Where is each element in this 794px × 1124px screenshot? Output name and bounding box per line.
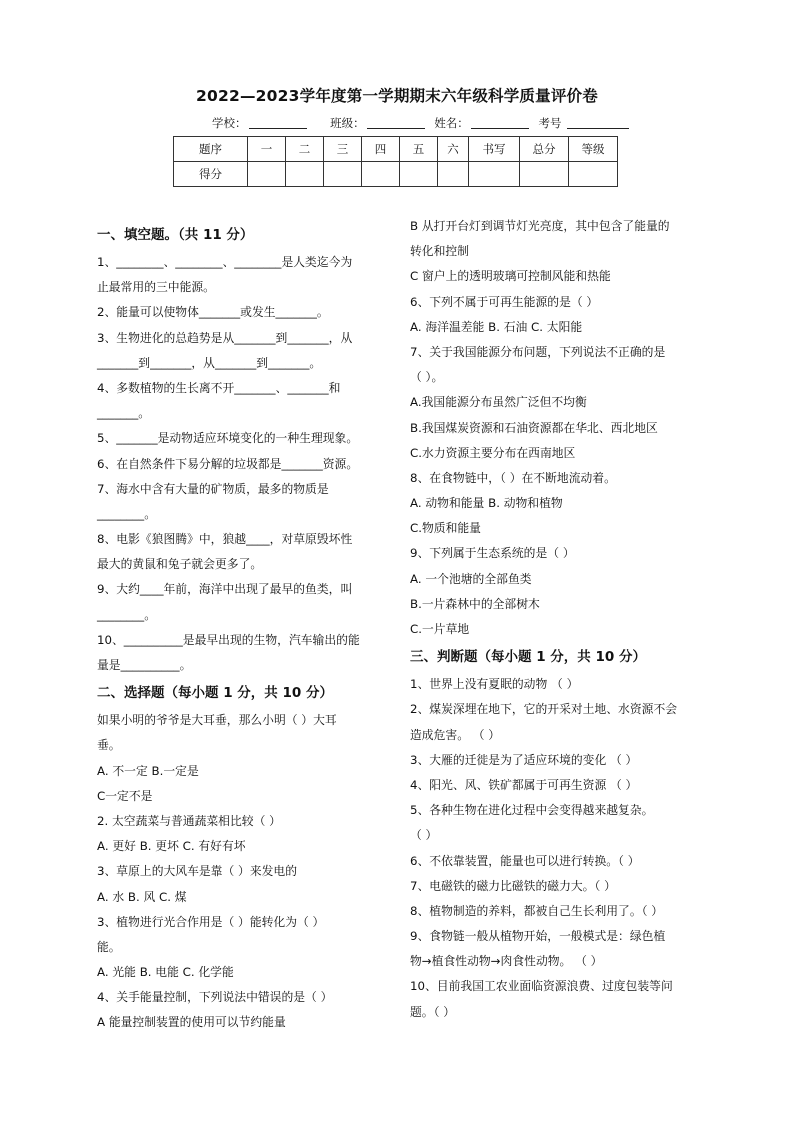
- left-column: [97, 220, 387, 1036]
- school-blank[interactable]: [249, 116, 307, 129]
- score-header-cell: 三: [324, 137, 362, 162]
- score-header-cell: 等级: [569, 137, 618, 162]
- question-line: 8、电影《狼图腾》中，狼越____，对草原毁坏性: [97, 532, 353, 547]
- score-table-header-row: [174, 137, 618, 162]
- question-line: 4、多数植物的生长离不开_______、_______和: [97, 380, 341, 395]
- question-line: A. 动物和能量 B. 动物和植物: [410, 496, 563, 511]
- score-cell[interactable]: [469, 162, 520, 187]
- question-line: A. 一个池塘的全部鱼类: [410, 571, 532, 586]
- question-line: 2、煤炭深埋在地下，它的开采对土地、水资源不会: [410, 702, 678, 717]
- question-line: C.水力资源主要分布在西南地区: [410, 445, 576, 460]
- question-line: 9、下列属于生态系统的是（ ）: [410, 546, 575, 561]
- exam-no-blank[interactable]: [567, 116, 629, 129]
- question-line: 5、各种生物在进化过程中会变得越来越复杂。: [410, 803, 654, 818]
- question-line: A.我国能源分布虽然广泛但不均衡: [410, 395, 587, 410]
- question-line: 3、草原上的大风车是靠（ ）来发电的: [97, 864, 298, 879]
- score-cell[interactable]: [286, 162, 324, 187]
- question-line: 1、世界上没有夏眠的动物 （ ）: [410, 677, 579, 692]
- question-line: C.物质和能量: [410, 521, 481, 536]
- question-line: 物→植食性动物→肉食性动物。 （ ）: [410, 954, 603, 969]
- question-line: 6、不依靠装置，能量也可以进行转换。（ ）: [410, 853, 640, 868]
- section-heading: 一、填空题。（共 11 分）: [97, 227, 254, 243]
- section-heading: 二、选择题（每小题 1 分，共 10 分）: [97, 685, 333, 702]
- question-line: 2、能量可以使物体_______或发生_______。: [97, 305, 329, 320]
- question-line: 造成危害。 （ ）: [410, 727, 501, 742]
- question-line: A. 不一定 B.一定是: [97, 763, 199, 778]
- right-column: [410, 214, 706, 1025]
- score-row-label: 得分: [174, 162, 248, 187]
- question-line: 3、植物进行光合作用是（ ）能转化为（ ）: [97, 914, 325, 929]
- score-cell[interactable]: [520, 162, 569, 187]
- score-cell[interactable]: [324, 162, 362, 187]
- question-line: A. 海洋温差能 B. 石油 C. 太阳能: [410, 319, 583, 334]
- score-cell[interactable]: [248, 162, 286, 187]
- score-header-cell: 总分: [520, 137, 569, 162]
- question-line: 止最常用的三中能源。: [97, 280, 215, 295]
- question-line: 7、海水中含有大量的矿物质，最多的物质是: [97, 481, 329, 496]
- class-label: 班级：: [330, 116, 365, 130]
- score-header-cell: 书写: [469, 137, 520, 162]
- question-line: 7、关于我国能源分布问题，下列说法不正确的是: [410, 344, 666, 359]
- score-cell[interactable]: [400, 162, 438, 187]
- question-line: A. 水 B. 风 C. 煤: [97, 889, 187, 904]
- section-heading: 三、判断题（每小题 1 分，共 10 分）: [410, 649, 646, 666]
- student-info-row: [212, 115, 672, 131]
- question-line: C.一片草地: [410, 622, 470, 636]
- question-line: 如果小明的爷爷是大耳垂，那么小明（ ）大耳: [97, 713, 337, 728]
- question-line: B 从打开台灯到调节灯光亮度，其中包含了能量的: [410, 219, 670, 233]
- question-line: 10、__________是最早出现的生物，汽车输出的能: [97, 632, 360, 647]
- question-line: （ ）: [410, 828, 438, 843]
- question-line: 4、阳光、风、铁矿都属于可再生资源 （ ）: [410, 777, 638, 792]
- name-label: 姓名：: [434, 116, 469, 130]
- school-label: 学校：: [212, 116, 247, 130]
- question-line: 6、下列不属于可再生能源的是（ ）: [410, 294, 599, 309]
- score-header-cell: 题序: [174, 137, 248, 162]
- question-line: ________。: [97, 506, 156, 521]
- question-line: 2. 太空蔬菜与普通蔬菜相比较（ ）: [97, 813, 281, 828]
- question-line: 1、________、________、________是人类迄今为: [97, 255, 353, 269]
- question-line: ________。: [97, 607, 156, 622]
- score-cell[interactable]: [438, 162, 469, 187]
- score-header-cell: 六: [438, 137, 469, 162]
- exam-no-label: 考号: [538, 116, 562, 130]
- question-line: 量是__________。: [97, 658, 192, 672]
- score-header-cell: 二: [286, 137, 324, 162]
- question-line: 3、生物进化的总趋势是从_______到_______，从: [97, 330, 353, 345]
- question-line: B.一片森林中的全部树木: [410, 596, 540, 611]
- question-line: 10、目前我国工农业面临资源浪费、过度包装等问: [410, 979, 673, 994]
- class-blank[interactable]: [367, 116, 425, 129]
- score-header-cell: 五: [400, 137, 438, 162]
- question-line: 4、关手能量控制，下列说法中错误的是（ ）: [97, 990, 333, 1005]
- question-line: B.我国煤炭资源和石油资源都在华北、西北地区: [410, 420, 658, 435]
- question-line: A 能量控制装置的使用可以节约能量: [97, 1015, 286, 1030]
- question-line: 8、在食物链中，（ ）在不断地流动着。: [410, 470, 616, 485]
- question-line: C一定不是: [97, 788, 153, 803]
- question-line: _______到_______，从_______到_______。: [97, 355, 322, 370]
- question-line: A. 更好 B. 更坏 C. 有好有坏: [97, 839, 246, 854]
- score-cell[interactable]: [569, 162, 618, 187]
- question-line: C 窗户上的透明玻璃可控制风能和热能: [410, 269, 611, 284]
- question-line: 6、在自然条件下易分解的垃圾都是_______资源。: [97, 456, 359, 471]
- score-header-cell: 四: [362, 137, 400, 162]
- question-line: _______。: [97, 406, 151, 421]
- question-line: （ ）。: [410, 370, 444, 385]
- question-line: A. 光能 B. 电能 C. 化学能: [97, 965, 234, 980]
- question-line: 最大的黄鼠和兔子就会更多了。: [97, 557, 263, 572]
- score-header-cell: 一: [248, 137, 286, 162]
- score-cell[interactable]: [362, 162, 400, 187]
- question-line: 垂。: [97, 738, 121, 753]
- question-line: 3、大雁的迁徙是为了适应环境的变化 （ ）: [410, 752, 638, 767]
- question-line: 转化和控制: [410, 244, 469, 259]
- name-blank[interactable]: [471, 116, 529, 129]
- question-line: 9、食物链一般从植物开始，一般模式是：绿色植: [410, 929, 666, 944]
- question-line: 8、植物制造的养料，都被自己生长利用了。（ ）: [410, 903, 664, 918]
- exam-title: 2022—2023学年度第一学期期末六年级科学质量评价卷: [196, 87, 598, 105]
- question-line: 5、_______是动物适应环境变化的一种生理现象。: [97, 431, 359, 446]
- question-line: 7、电磁铁的磁力比磁铁的磁力大。（ ）: [410, 878, 616, 893]
- question-line: 能。: [97, 939, 121, 954]
- score-table-score-row: [174, 162, 618, 187]
- question-line: 9、大约____年前，海洋中出现了最早的鱼类，叫: [97, 582, 353, 597]
- score-table: [173, 136, 618, 187]
- question-line: 题。（ ）: [410, 1004, 456, 1019]
